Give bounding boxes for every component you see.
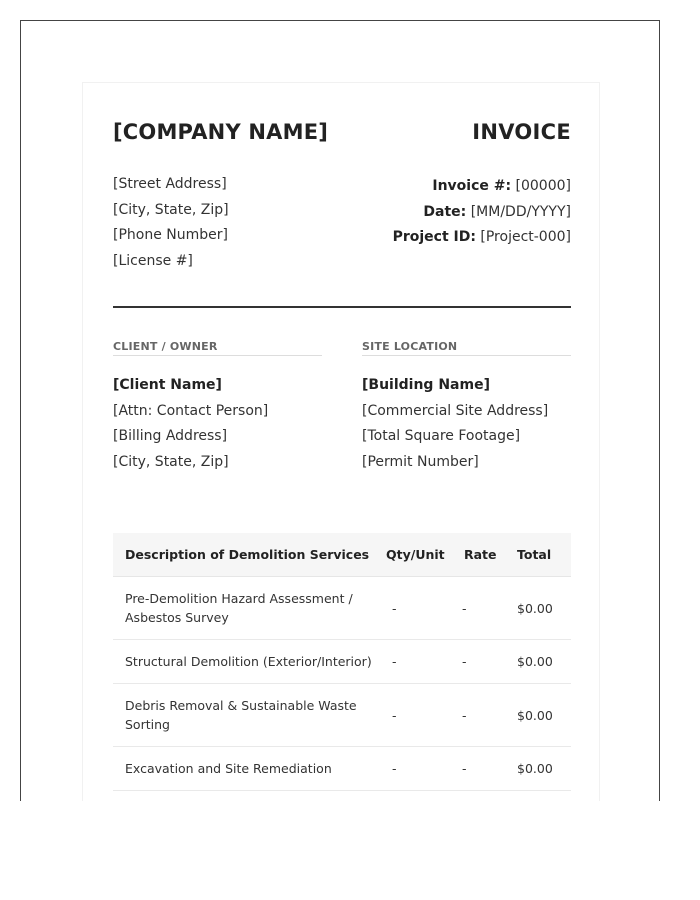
document-sheet	[20, 20, 660, 801]
site-building-name: [Building Name]	[362, 377, 490, 393]
company-street: [Street Address]	[113, 176, 227, 192]
service-qty: -	[378, 747, 460, 791]
project-id-row	[393, 225, 571, 251]
service-description: Pre-Demolition Hazard Assessment / Asbestos Survey	[113, 577, 378, 640]
service-total: $0.00	[515, 747, 571, 791]
project-id-label: Project ID:	[392, 229, 476, 246]
company-license: [License #]	[113, 253, 193, 270]
site-permit-number: [Permit Number]	[362, 454, 479, 471]
column-header-total: Total	[515, 533, 571, 577]
client-attention: [Attn: Contact Person]	[113, 402, 269, 419]
service-description: Debris Removal & Sustainable Waste Sorting	[113, 684, 378, 747]
service-rate: -	[460, 640, 515, 684]
column-header-description: Description of Demolition Services	[113, 533, 378, 577]
company-name: [COMPANY NAME]	[113, 120, 329, 144]
invoice-date-label: Date:	[423, 203, 467, 220]
service-total: $0.00	[515, 640, 571, 684]
invoice-meta	[393, 174, 571, 251]
invoice-page	[82, 82, 600, 801]
header-divider	[113, 306, 571, 308]
invoice-header	[113, 120, 571, 150]
client-section	[113, 340, 322, 476]
service-qty: -	[378, 684, 460, 747]
table-row	[113, 684, 571, 747]
service-description: Excavation and Site Remediation	[113, 747, 378, 791]
table-row	[113, 640, 571, 684]
project-id-value: [Project-000]	[480, 229, 571, 246]
client-city-state-zip: [City, State, Zip]	[113, 454, 229, 471]
site-address: [Commercial Site Address]	[362, 402, 549, 419]
company-phone: [Phone Number]	[113, 227, 228, 244]
service-rate: -	[460, 577, 515, 640]
site-section	[362, 340, 571, 476]
invoice-date-row	[393, 200, 571, 226]
site-details	[362, 373, 571, 476]
client-details	[113, 373, 322, 476]
service-rate: -	[460, 747, 515, 791]
services-table	[113, 533, 571, 791]
service-total: $0.00	[515, 684, 571, 747]
invoice-date-value: [MM/DD/YYYY]	[470, 203, 571, 220]
invoice-number-label: Invoice #:	[432, 178, 512, 194]
column-header-rate: Rate	[460, 533, 515, 577]
invoice-number-row	[393, 174, 571, 200]
client-billing-address: [Billing Address]	[113, 428, 228, 445]
company-city-state-zip: [City, State, Zip]	[113, 201, 229, 218]
company-address	[113, 172, 229, 275]
client-name: [Client Name]	[113, 377, 222, 393]
client-heading: CLIENT / OWNER	[113, 340, 322, 356]
service-qty: -	[378, 640, 460, 684]
service-qty: -	[378, 577, 460, 640]
column-header-qty: Qty/Unit	[378, 533, 460, 577]
services-header-row	[113, 533, 571, 577]
table-row	[113, 747, 571, 791]
document-title: INVOICE	[472, 120, 571, 144]
service-rate: -	[460, 684, 515, 747]
service-description: Structural Demolition (Exterior/Interior)	[113, 640, 378, 684]
service-total: $0.00	[515, 577, 571, 640]
table-row	[113, 577, 571, 640]
site-heading: SITE LOCATION	[362, 340, 571, 356]
invoice-number-value: [00000]	[515, 178, 571, 194]
site-square-footage: [Total Square Footage]	[362, 428, 521, 445]
